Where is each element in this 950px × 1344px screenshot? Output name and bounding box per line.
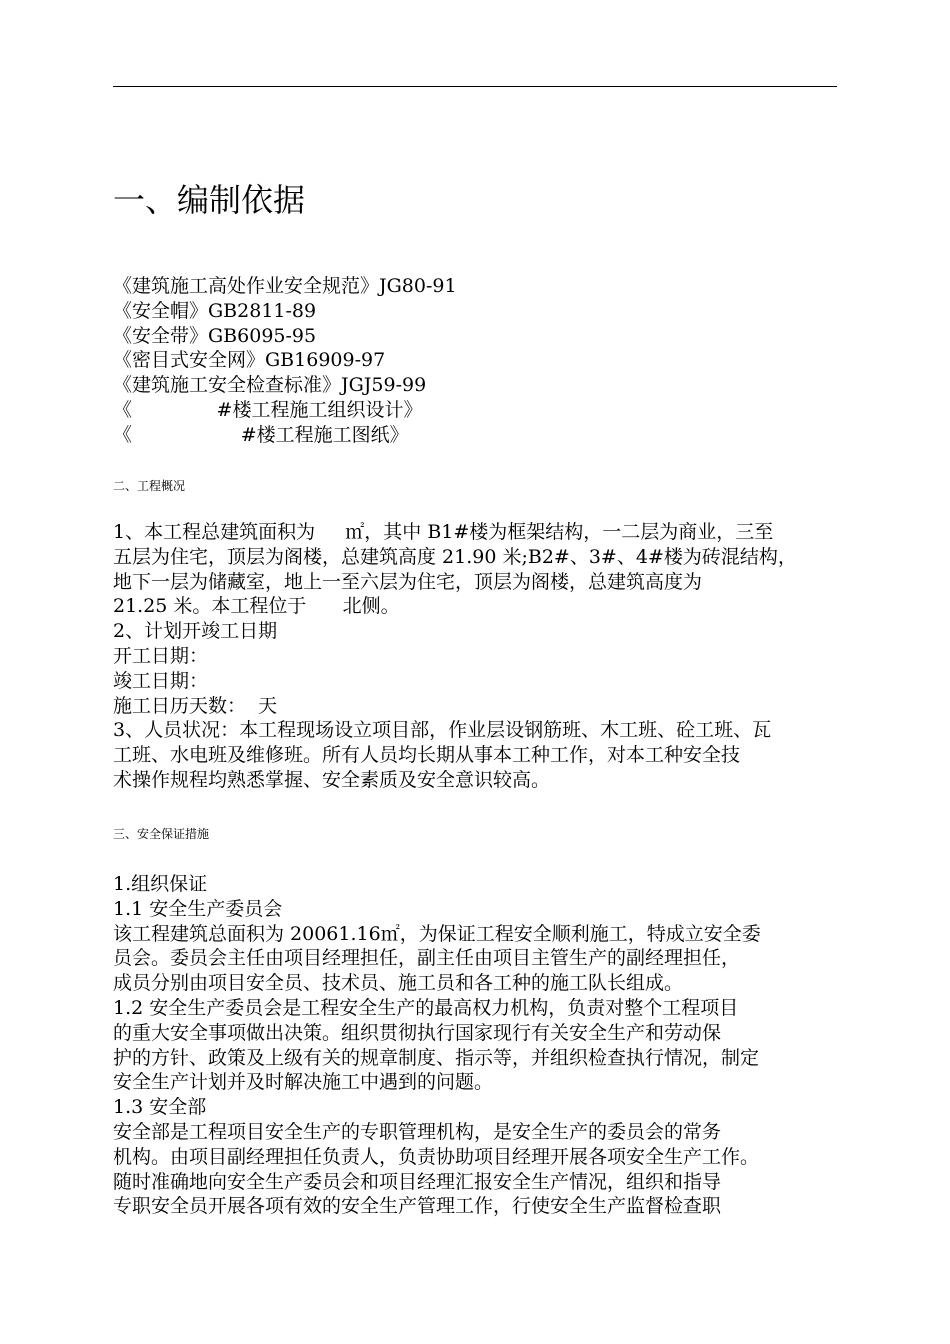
- body-line: 五层为住宅，顶层为阁楼，总建筑高度 21.90 米;B2#、3#、4#楼为砖混结构，: [113, 545, 797, 568]
- section-3-body: [113, 872, 841, 1219]
- reference-item: 《建筑施工安全检查标准》JGJ59-99: [113, 374, 427, 397]
- body-line: 施工日历天数： 天: [113, 694, 278, 717]
- body-line: 成员分别由项目安全员、技术员、施工员和各工种的施工队长组成。: [113, 972, 684, 995]
- reference-item: 《 #楼工程施工组织设计》: [113, 398, 423, 421]
- body-line: 的重大安全事项做出决策。组织贯彻执行国家现行有关安全生产和劳动保: [113, 1021, 722, 1044]
- reference-list: [113, 274, 457, 448]
- body-line: 术操作规程均熟悉掌握、安全素质及安全意识较高。: [113, 768, 551, 791]
- section-1-heading: 一、编制依据: [113, 181, 306, 219]
- body-line: 安全生产计划并及时解决施工中遇到的问题。: [113, 1071, 494, 1094]
- body-line: 护的方针、政策及上级有关的规章制度、指示等，并组织检查执行情况，制定: [113, 1046, 760, 1069]
- body-line: 该工程建筑总面积为 20061.16㎡，为保证工程安全顺利施工，特成立安全委: [113, 922, 761, 945]
- reference-item: 《安全带》GB6095-95: [113, 324, 317, 347]
- body-line: 随时准确地向安全生产委员会和项目经理汇报安全生产情况，组织和指导: [113, 1170, 722, 1193]
- body-line: 21.25 米。本工程位于 北侧。: [113, 595, 400, 618]
- section-3-heading: 三、安全保证措施: [113, 827, 210, 841]
- body-line: 地下一层为储藏室，地上一至六层为住宅，顶层为阁楼，总建筑高度为: [113, 570, 703, 593]
- section-2-body: [113, 520, 841, 793]
- reference-item: 《建筑施工高处作业安全规范》JG80-91: [113, 275, 457, 297]
- body-line: 2、计划开竣工日期: [113, 620, 278, 643]
- body-line: 1、本工程总建筑面积为 ㎡，其中 B1#楼为框架结构，一二层为商业，三至: [113, 521, 774, 543]
- body-line: 安全部是工程项目安全生产的专职管理机构，是安全生产的委员会的常务: [113, 1120, 722, 1143]
- body-line: 1.组织保证: [113, 873, 208, 895]
- body-line: 1.3 安全部: [113, 1096, 207, 1119]
- reference-item: 《 #楼工程施工图纸》: [113, 423, 409, 446]
- body-line: 专职安全员开展各项有效的安全生产管理工作，行使安全生产监督检查职: [113, 1195, 722, 1218]
- body-line: 1.2 安全生产委员会是工程安全生产的最高权力机构，负责对整个工程项目: [113, 996, 739, 1019]
- reference-item: 《安全帽》GB2811-89: [113, 299, 317, 322]
- body-line: 竣工日期：: [113, 669, 209, 692]
- reference-item: 《密目式安全网》GB16909-97: [113, 349, 386, 372]
- body-line: 员会。委员会主任由项目经理担任，副主任由项目主管生产的副经理担任，: [113, 947, 741, 970]
- section-2-heading: 二、工程概况: [113, 479, 186, 493]
- body-line: 机构。由项目副经理担任负责人，负责协助项目经理开展各项安全生产工作。: [113, 1145, 760, 1168]
- body-line: 开工日期：: [113, 644, 209, 667]
- body-line: 工班、水电班及维修班。所有人员均长期从事本工种工作，对本工种安全技: [113, 744, 741, 767]
- body-line: 3、人员状况：本工程现场设立项目部，作业层设钢筋班、木工班、砼工班、瓦: [113, 719, 772, 742]
- body-line: 1.1 安全生产委员会: [113, 897, 283, 920]
- header-rule: [113, 86, 837, 87]
